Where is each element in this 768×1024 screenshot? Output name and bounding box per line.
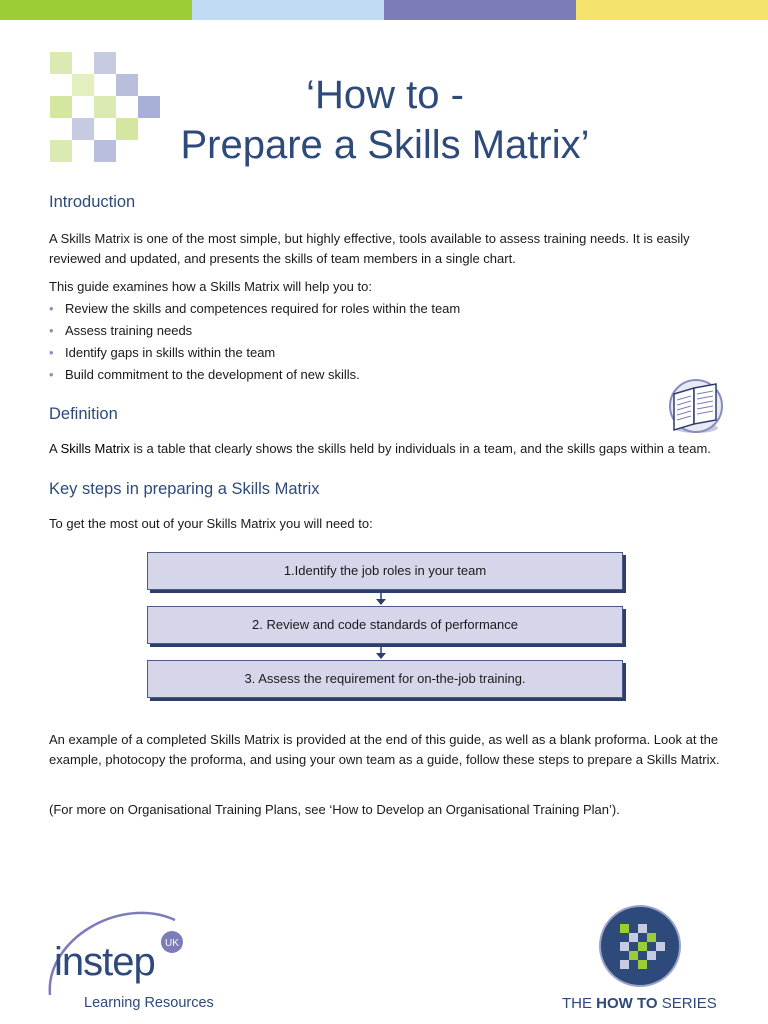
list-item: • Identify gaps in skills within the team [49, 342, 460, 364]
definition-heading: Definition [49, 405, 118, 423]
list-item: • Build commitment to the development of new skills. [49, 364, 460, 386]
definition-prefix: A [49, 441, 61, 456]
down-arrow-icon [147, 590, 625, 606]
color-bar-green [0, 0, 192, 20]
color-bar-light-blue [192, 0, 384, 20]
list-item: • Assess training needs [49, 320, 460, 342]
introduction-heading: Introduction [49, 193, 136, 211]
example-paragraph: An example of a completed Skills Matrix is provided at the end of this guide, as well as a blank proforma. Look at the example, photocopy the proforma, and using your own team as a guide, follow these steps to prepare a Skills Matrix. [49, 732, 720, 767]
definition-text: is a table that clearly shows the skills held by individuals in a team, and the skills gaps within a team. [129, 441, 711, 456]
color-bar-purple [384, 0, 576, 20]
step-box-1: 1.Identify the job roles in your team [147, 552, 623, 590]
color-bar-yellow [576, 0, 768, 20]
key-steps-lead: To get the most out of your Skills Matrix you will need to: [49, 516, 373, 531]
introduction-paragraph: A Skills Matrix is one of the most simple, but highly effective, tools available to assess training needs. It is easily reviewed and updated, and presents the skills of team members in a single chart. [49, 231, 690, 266]
step-box-3: 3. Assess the requirement for on-the-job training. [147, 660, 623, 698]
series-label [562, 995, 717, 1012]
logo-name: instep [54, 940, 155, 984]
series-bold: HOW TO [596, 995, 658, 1012]
definition-paragraph [49, 439, 729, 459]
book-icon [664, 378, 724, 436]
down-arrow-icon [147, 644, 625, 660]
title-line-2: Prepare a Skills Matrix’ [180, 123, 590, 167]
checker-pattern-icon [48, 50, 163, 165]
logo-subtitle: Learning Resources [84, 995, 214, 1011]
benefits-list [49, 298, 460, 386]
top-color-bar [0, 0, 768, 20]
list-item: • Review the skills and competences required for roles within the team [49, 298, 460, 320]
steps-flowchart [147, 552, 625, 698]
key-steps-heading: Key steps in preparing a Skills Matrix [49, 480, 320, 498]
example-note: (For more on Organisational Training Plans, see ‘How to Develop an Organisational Training Plan’). [49, 802, 620, 817]
series-prefix: THE [562, 995, 597, 1012]
definition-term: Skills Matrix [60, 441, 130, 456]
how-to-series-icon [598, 904, 682, 988]
logo-badge: UK [165, 938, 179, 949]
page-title [160, 70, 610, 170]
introduction-lead: This guide examines how a Skills Matrix will help you to: [49, 279, 372, 294]
title-line-1: ‘How to - [306, 73, 464, 117]
series-suffix: SERIES [657, 995, 717, 1012]
step-box-2: 2. Review and code standards of performance [147, 606, 623, 644]
